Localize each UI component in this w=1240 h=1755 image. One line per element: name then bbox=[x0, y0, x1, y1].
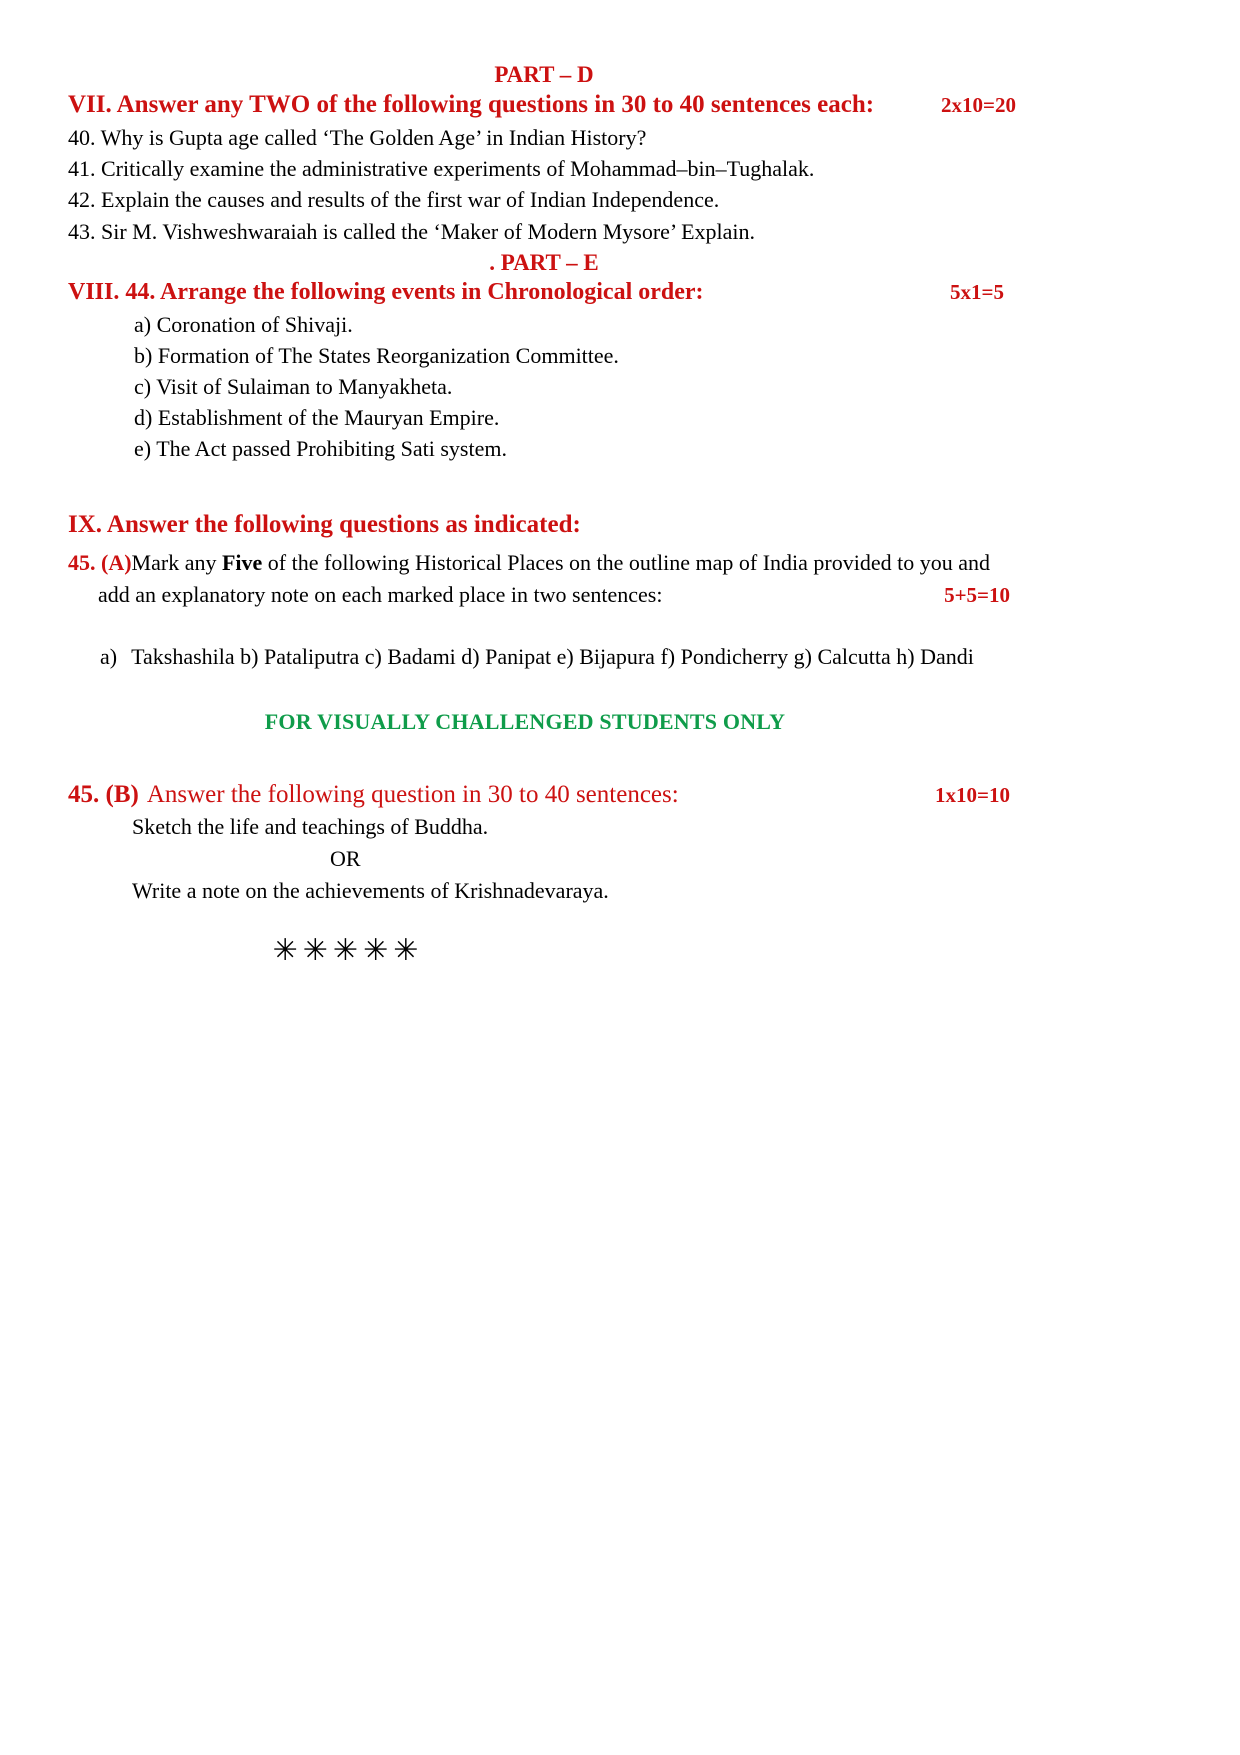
page-content bbox=[68, 60, 1020, 968]
question-45b-text: Answer the following question in 30 to 40 sentences: bbox=[146, 780, 679, 808]
question-45b-option-1: Sketch the life and teachings of Buddha. bbox=[132, 814, 489, 840]
part-d-title: PART – D bbox=[494, 62, 594, 87]
question-45a-line1 bbox=[68, 547, 1020, 579]
spacer bbox=[68, 673, 1020, 709]
event-item-d: d) Establishment of the Mauryan Empire. bbox=[134, 405, 500, 431]
end-of-paper-marker: ✳✳✳✳✳ bbox=[272, 934, 424, 968]
event-item-b: b) Formation of The States Reorganization Committee. bbox=[134, 342, 619, 368]
question-45a-text-before: Mark any bbox=[131, 550, 222, 576]
question-45a-line2-text: add an explanatory note on each marked place in two sentences: bbox=[98, 582, 663, 608]
question-45a-marks: 5+5=10 bbox=[944, 583, 1010, 608]
spacer bbox=[68, 907, 1020, 933]
place-items-rest: Takshashila b) Pataliputra c) Badami d) Panipat e) Bijapura f) Pondicherry g) Calcutta h) Dandi bbox=[131, 643, 974, 669]
question-40: 40. Why is Gupta age called ‘The Golden Age’ in Indian History? bbox=[68, 124, 647, 150]
question-43: 43. Sir M. Vishweshwaraiah is called the ‘Maker of Modern Mysore’ Explain. bbox=[68, 218, 756, 244]
question-45b-heading-row bbox=[68, 779, 1020, 812]
spacer bbox=[68, 465, 1020, 509]
historical-places-list bbox=[68, 641, 1020, 673]
question-41: 41. Critically examine the administrative experiments of Mohammad–bin–Tughalak. bbox=[68, 156, 815, 182]
section-viii-marks: 5x1=5 bbox=[950, 280, 1004, 305]
question-45a-text-after: of the following Historical Places on the outline map of India provided to you and bbox=[262, 550, 990, 576]
section-vii-marks: 2x10=20 bbox=[941, 93, 1016, 118]
spacer bbox=[68, 611, 1020, 641]
section-vii-heading-row bbox=[68, 89, 1020, 122]
question-45b-or-separator: OR bbox=[330, 846, 361, 872]
section-viii-heading-text: VIII. 44. Arrange the following events in Chronological order: bbox=[68, 279, 704, 306]
question-45b-label: 45. (B) bbox=[68, 780, 139, 808]
section-ix-heading: IX. Answer the following questions as indicated: bbox=[68, 510, 581, 538]
question-42: 42. Explain the causes and results of the first war of Indian Independence. bbox=[68, 187, 720, 213]
section-vii-heading-text: VII. Answer any TWO of the following questions in 30 to 40 sentences each: bbox=[68, 91, 875, 119]
part-e-title: . PART – E bbox=[489, 249, 599, 275]
question-45a-bold-word: Five bbox=[221, 550, 263, 576]
visually-challenged-note: FOR VISUALLY CHALLENGED STUDENTS ONLY bbox=[264, 708, 786, 734]
event-item-e: e) The Act passed Prohibiting Sati system. bbox=[134, 436, 507, 462]
spacer bbox=[68, 735, 1020, 779]
question-45a-label: 45. (A) bbox=[68, 550, 132, 576]
question-45b-option-2: Write a note on the achievements of Krishnadevaraya. bbox=[132, 878, 609, 904]
event-item-a: a) Coronation of Shivaji. bbox=[134, 311, 353, 337]
question-45b-marks: 1x10=10 bbox=[935, 782, 1010, 807]
section-viii-heading-row bbox=[68, 277, 1020, 308]
event-item-c: c) Visit of Sulaiman to Manyakheta. bbox=[134, 373, 453, 399]
question-45a-line2-row bbox=[68, 579, 1020, 611]
place-item-label-a: a) bbox=[100, 643, 118, 669]
